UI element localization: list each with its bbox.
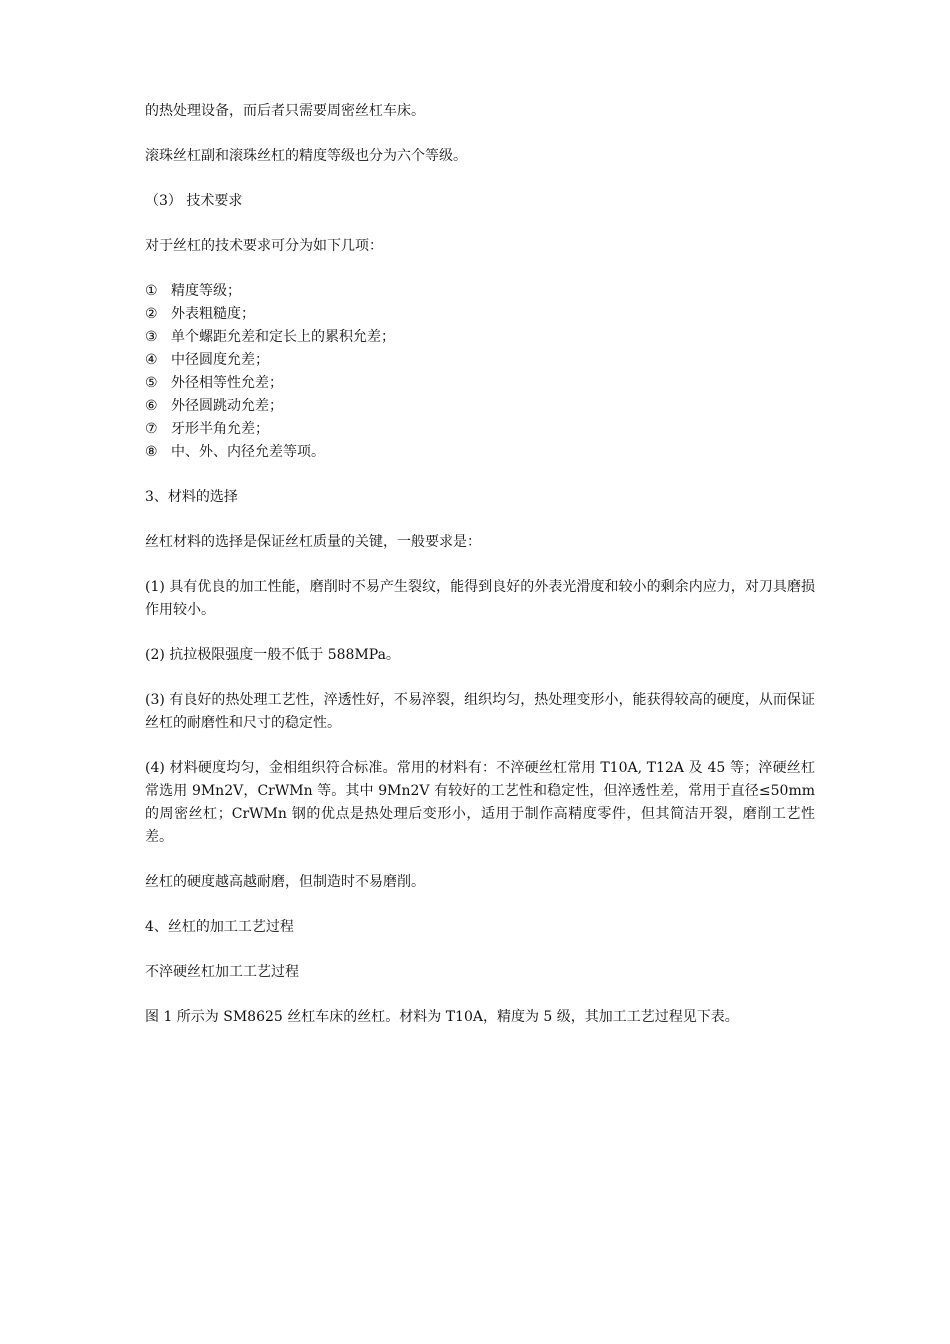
list-marker: ⑥ xyxy=(145,398,158,414)
paragraph-material-intro: 丝杠材料的选择是保证丝杠质量的关键，一般要求是： xyxy=(145,534,481,550)
document-page xyxy=(145,100,815,1051)
list-item-text: 中径圆度允差； xyxy=(171,352,269,368)
list-item xyxy=(145,280,815,303)
paragraph-requirements-intro: 对于丝杠的技术要求可分为如下几项： xyxy=(145,238,383,254)
list-marker: ① xyxy=(145,283,158,299)
list-item xyxy=(145,418,815,441)
list-item-text: 牙形半角允差； xyxy=(171,421,269,437)
list-item xyxy=(145,395,815,418)
list-marker: ⑤ xyxy=(145,375,158,391)
list-item-text: 中、外、内径允差等项。 xyxy=(171,444,325,460)
paragraph-requirement-4: (4) 材料硬度均匀，金相组织符合标准。常用的材料有：不淬硬丝杠常用 T10A, T12A 及 45 等；淬硬丝杠常选用 9Mn2V，CrWMn 等。其中 9Mn2V 有较好的工艺性和稳定性，但淬透性差，常用于直径≤50mm 的周密丝杠；CrWMn 钢的优点是热处理后变形小，适用于制作高精度零件，但其简洁开裂，磨削工艺性差。 xyxy=(145,760,815,845)
list-item xyxy=(145,441,815,464)
list-marker: ③ xyxy=(145,329,158,345)
list-marker: ⑦ xyxy=(145,421,158,437)
list-marker: ④ xyxy=(145,352,158,368)
paragraph-hardness-note: 丝杠的硬度越高越耐磨，但制造时不易磨削。 xyxy=(145,874,425,890)
list-item xyxy=(145,326,815,349)
paragraph-requirement-2: (2) 抗拉极限强度一般不低于 588MPa。 xyxy=(145,647,400,663)
list-marker: ⑧ xyxy=(145,444,158,460)
section-heading-technical-requirements: （3） 技术要求 xyxy=(145,193,243,209)
list-item xyxy=(145,349,815,372)
list-item-text: 外径相等性允差； xyxy=(171,375,283,391)
paragraph-ball-screw-precision: 滚珠丝杠副和滚珠丝杠的精度等级也分为六个等级。 xyxy=(145,148,467,164)
list-item-text: 精度等级； xyxy=(171,283,241,299)
paragraph-figure-reference: 图 1 所示为 SM8625 丝杠车床的丝杠。材料为 T10A，精度为 5 级，其加工工艺过程见下表。 xyxy=(145,1009,739,1025)
section-heading-machining-process: 4、丝杠的加工工艺过程 xyxy=(145,919,294,935)
paragraph-requirement-1: (1) 具有优良的加工性能，磨削时不易产生裂纹，能得到良好的外表光滑度和较小的剩余内应力，对刀具磨损作用较小。 xyxy=(145,579,815,618)
paragraph-requirement-3: (3) 有良好的热处理工艺性，淬透性好，不易淬裂，组织均匀，热处理变形小，能获得较高的硬度，从而保证丝杠的耐磨性和尺寸的稳定性。 xyxy=(145,692,815,731)
list-item xyxy=(145,303,815,326)
list-item-text: 外径圆跳动允差； xyxy=(171,398,283,414)
section-heading-material-selection: 3、材料的选择 xyxy=(145,489,238,505)
list-item-text: 外表粗糙度； xyxy=(171,306,255,322)
list-marker: ② xyxy=(145,306,158,322)
requirements-list xyxy=(145,280,815,464)
paragraph-heat-treatment: 的热处理设备，而后者只需要周密丝杠车床。 xyxy=(145,103,425,119)
list-item-text: 单个螺距允差和定长上的累积允差； xyxy=(171,329,395,345)
list-item xyxy=(145,372,815,395)
subheading-unhardened-process: 不淬硬丝杠加工工艺过程 xyxy=(145,964,299,980)
